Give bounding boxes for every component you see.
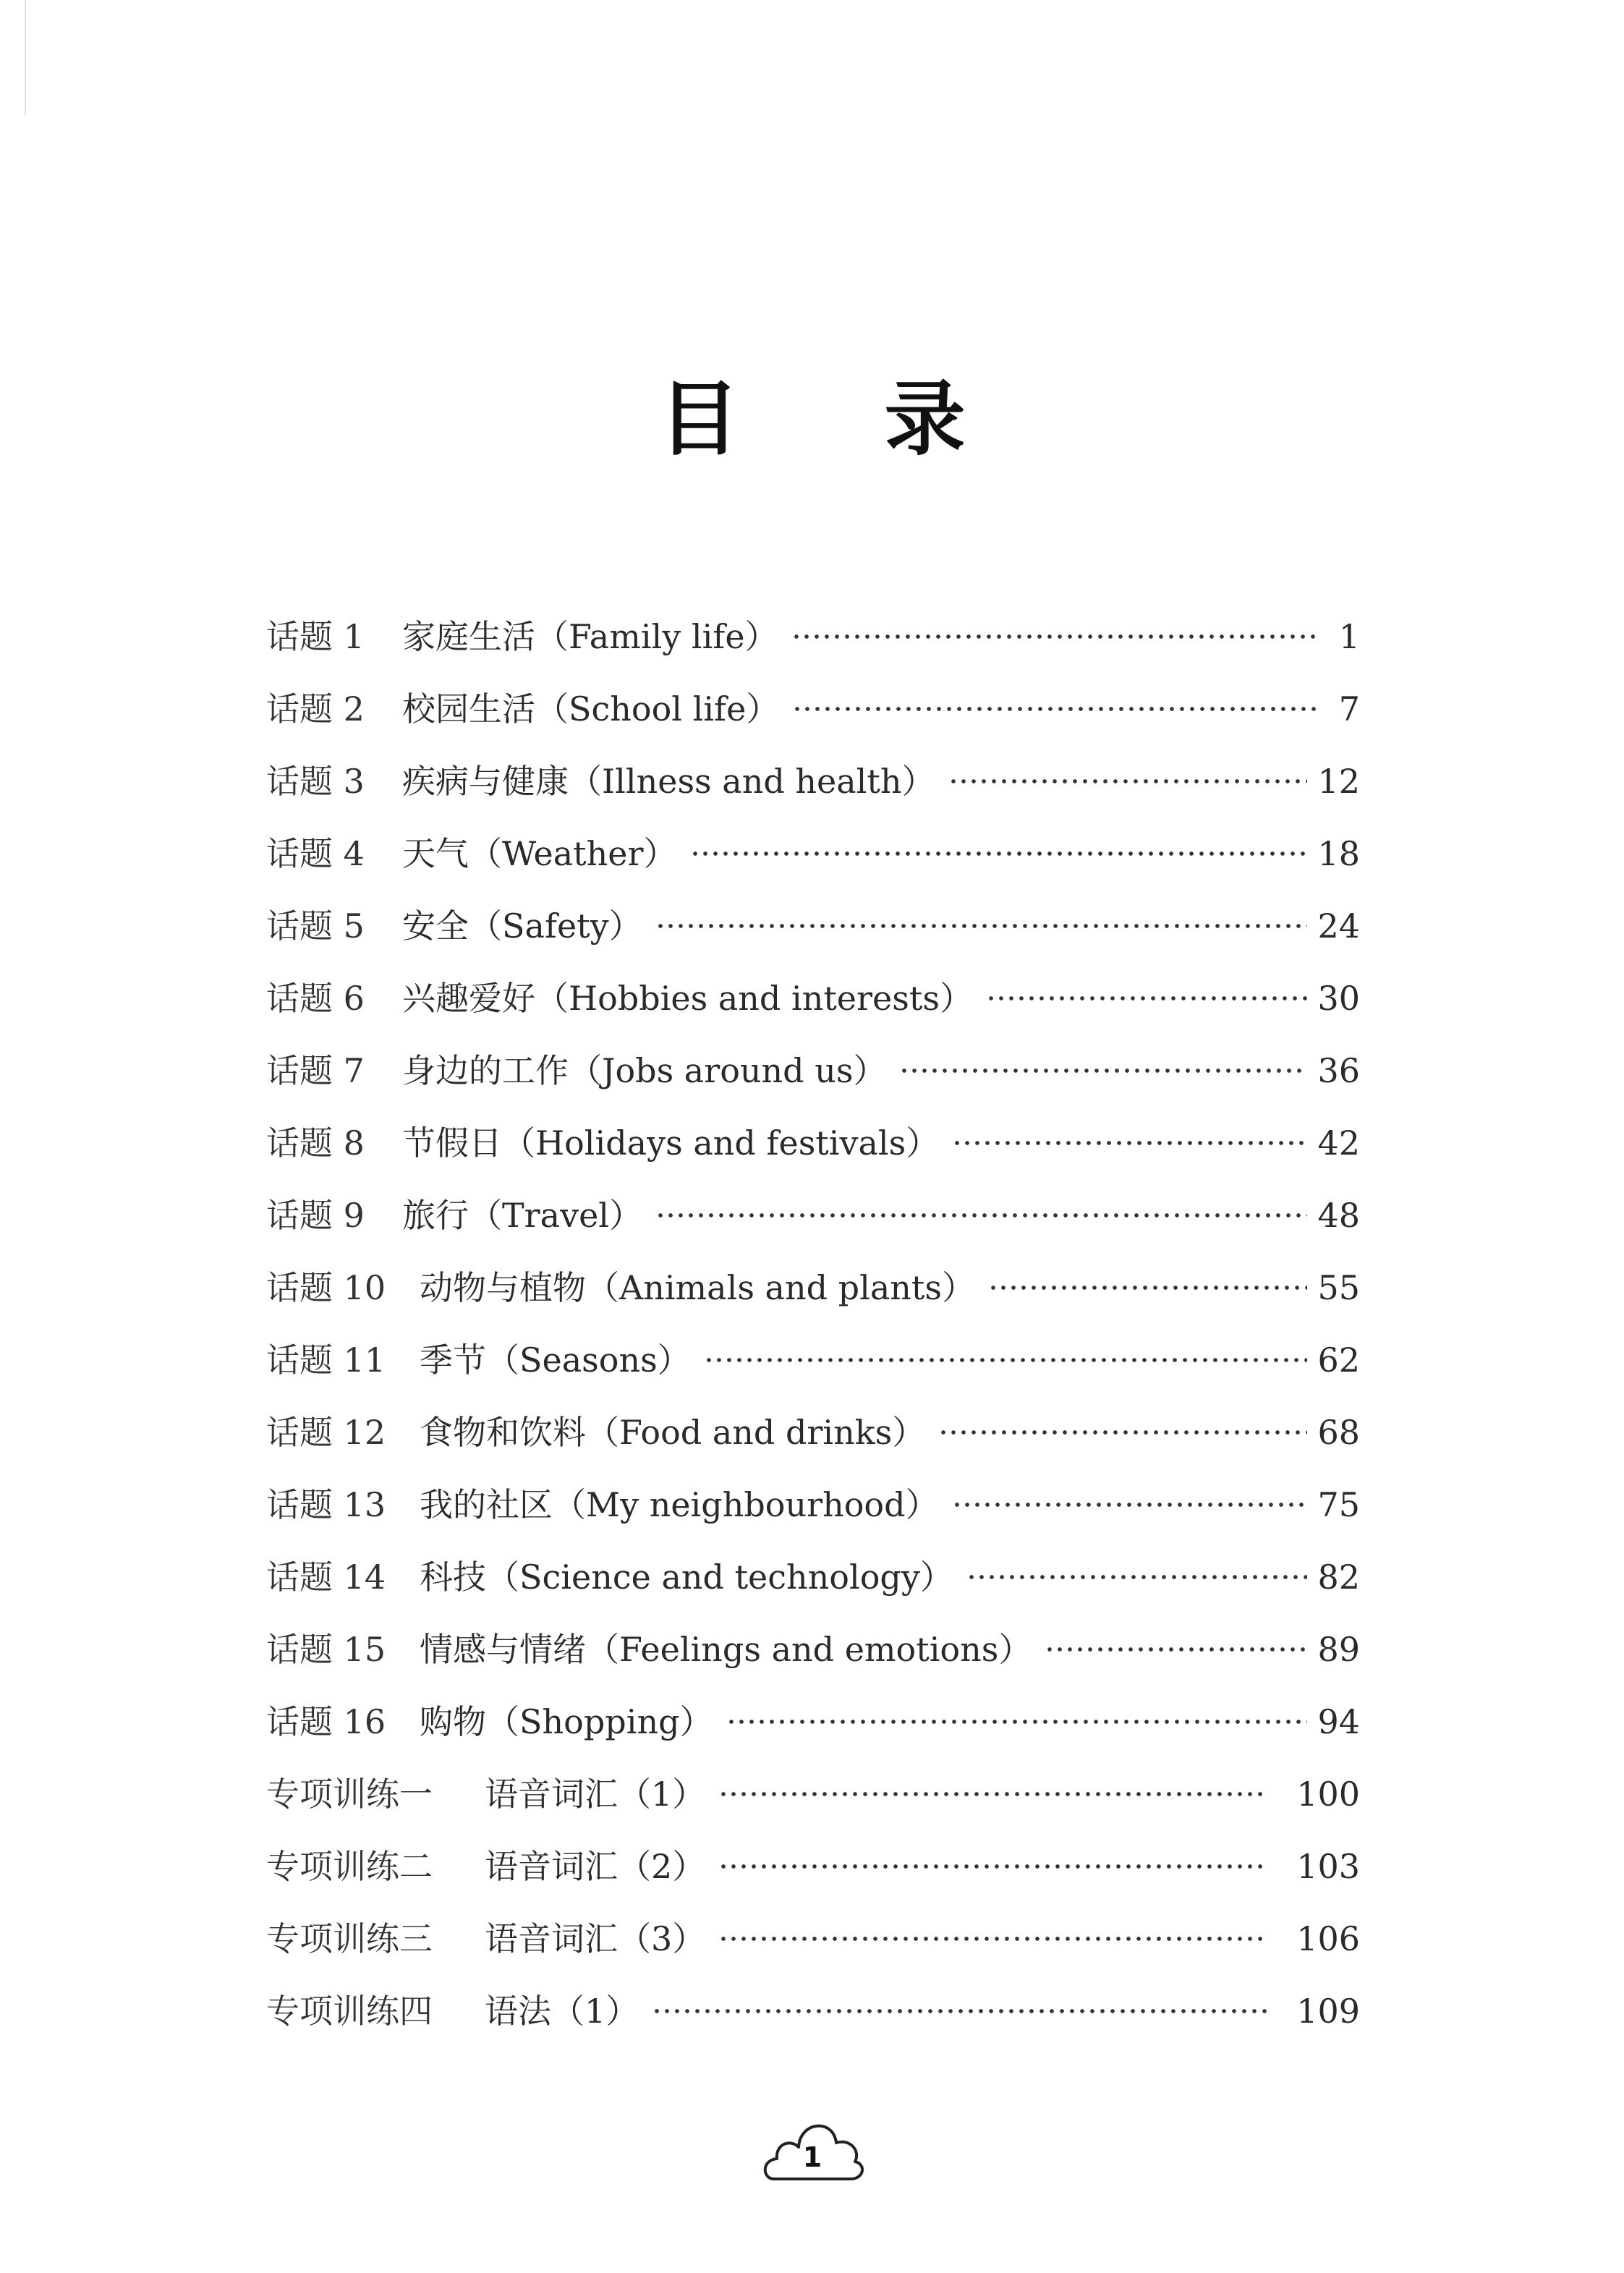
toc-entry[interactable] bbox=[266, 745, 1360, 817]
toc-entry-page: 106 bbox=[1296, 1919, 1360, 1958]
toc-entry[interactable] bbox=[266, 1830, 1360, 1903]
page-footer bbox=[758, 2107, 867, 2186]
toc-entry-page: 1 bbox=[1338, 617, 1360, 656]
toc-entry[interactable] bbox=[266, 1179, 1360, 1252]
toc-entry-title: 节假日（Holidays and festivals） bbox=[402, 1123, 940, 1163]
dot-leader bbox=[726, 1720, 1308, 1724]
toc-entry-title: 季节（Seasons） bbox=[420, 1341, 691, 1380]
toc-entry[interactable] bbox=[266, 673, 1360, 745]
page-number: 1 bbox=[802, 2141, 822, 2173]
dot-leader bbox=[952, 1141, 1307, 1145]
toc-entry-title: 语法（1） bbox=[485, 1992, 639, 2031]
toc-entry-number: 话题 16 bbox=[266, 1702, 386, 1741]
toc-entry[interactable] bbox=[266, 1469, 1360, 1541]
toc-entry-number: 话题 14 bbox=[266, 1558, 386, 1597]
toc-entry-title: 兴趣爱好（Hobbies and interests） bbox=[402, 979, 973, 1018]
toc-entry-number: 话题 12 bbox=[266, 1413, 386, 1452]
toc-entry[interactable] bbox=[266, 1613, 1360, 1686]
toc-entry-number: 话题 8 bbox=[266, 1123, 365, 1163]
dot-leader bbox=[899, 1068, 1307, 1073]
toc-entry-number: 话题 15 bbox=[266, 1630, 386, 1669]
toc-entry-page: 109 bbox=[1296, 1992, 1360, 2031]
dot-leader bbox=[966, 1575, 1308, 1579]
toc-entry-number: 话题 1 bbox=[266, 617, 365, 656]
toc-entry-page: 62 bbox=[1317, 1341, 1360, 1380]
dot-leader bbox=[718, 1937, 1267, 1941]
dot-leader bbox=[948, 779, 1308, 783]
toc-entry-page: 24 bbox=[1317, 906, 1360, 946]
toc-entry-number: 话题 13 bbox=[266, 1485, 386, 1524]
toc-entry-title: 语音词汇（2） bbox=[485, 1847, 706, 1886]
toc-entry[interactable] bbox=[266, 1686, 1360, 1758]
dot-leader bbox=[988, 1286, 1307, 1290]
toc-entry[interactable] bbox=[266, 1903, 1360, 1975]
toc-entry-number: 专项训练二 bbox=[266, 1847, 433, 1886]
toc-entry-title: 家庭生活（Family life） bbox=[402, 617, 778, 656]
toc-entry-title: 动物与植物（Animals and plants） bbox=[420, 1268, 975, 1307]
dot-leader bbox=[986, 996, 1308, 1000]
toc-entry-page: 89 bbox=[1317, 1630, 1360, 1669]
toc-entry-title: 语音词汇（3） bbox=[485, 1919, 706, 1958]
toc-entry[interactable] bbox=[266, 1541, 1360, 1613]
toc-entry[interactable] bbox=[266, 1758, 1360, 1830]
toc-entry[interactable] bbox=[266, 600, 1360, 673]
dot-leader bbox=[652, 2009, 1267, 2013]
toc-entry-number: 话题 5 bbox=[266, 906, 365, 946]
toc-entry-page: 30 bbox=[1317, 979, 1360, 1018]
toc-entry-number: 话题 2 bbox=[266, 689, 365, 728]
toc-entry-title: 疾病与健康（Illness and health） bbox=[402, 762, 935, 801]
dot-leader bbox=[718, 1864, 1267, 1869]
toc-entry-page: 18 bbox=[1317, 834, 1360, 873]
toc-entry-number: 话题 6 bbox=[266, 979, 365, 1018]
toc-entry-title: 语音词汇（1） bbox=[485, 1775, 706, 1814]
toc-entry-page: 82 bbox=[1317, 1558, 1360, 1597]
dot-leader bbox=[655, 1213, 1307, 1218]
title-char-2: 录 bbox=[884, 373, 966, 467]
toc-entry-number: 话题 10 bbox=[266, 1268, 386, 1307]
toc-entry-page: 36 bbox=[1317, 1051, 1360, 1090]
toc-entry-title: 天气（Weather） bbox=[402, 834, 677, 873]
toc-entry-title: 科技（Science and technology） bbox=[420, 1558, 953, 1597]
toc-entry-number: 专项训练四 bbox=[266, 1992, 433, 2031]
toc-entry[interactable] bbox=[266, 890, 1360, 962]
toc-entry-title: 旅行（Travel） bbox=[402, 1196, 643, 1235]
toc-entry[interactable] bbox=[266, 962, 1360, 1034]
title-char-1: 目 bbox=[658, 373, 740, 467]
dot-leader bbox=[1045, 1647, 1307, 1652]
dot-leader bbox=[792, 707, 1321, 711]
toc-entry[interactable] bbox=[266, 1324, 1360, 1396]
toc-entry-title: 情感与情绪（Feelings and emotions） bbox=[420, 1630, 1032, 1669]
toc-entry-number: 话题 4 bbox=[266, 834, 365, 873]
toc-entry-page: 48 bbox=[1317, 1196, 1360, 1235]
dot-leader bbox=[655, 924, 1308, 928]
toc-entry-number: 话题 7 bbox=[266, 1051, 365, 1090]
dot-leader bbox=[718, 1792, 1267, 1796]
dot-leader bbox=[690, 851, 1308, 856]
page-title bbox=[0, 354, 1624, 471]
toc-entry[interactable] bbox=[266, 817, 1360, 890]
toc-entry-page: 94 bbox=[1317, 1702, 1360, 1741]
toc-entry-number: 话题 11 bbox=[266, 1341, 386, 1380]
toc-entry-page: 68 bbox=[1317, 1413, 1360, 1452]
toc-entry[interactable] bbox=[266, 1975, 1360, 2047]
toc-entry-number: 专项训练三 bbox=[266, 1919, 433, 1958]
toc-entry[interactable] bbox=[266, 1034, 1360, 1107]
toc-entry-title: 安全（Safety） bbox=[402, 906, 642, 946]
toc-entry-page: 12 bbox=[1317, 762, 1360, 801]
toc-entry-title: 校园生活（School life） bbox=[402, 689, 780, 728]
toc-entry-title: 食物和饮料（Food and drinks） bbox=[420, 1413, 926, 1452]
toc-entry-title: 我的社区（My neighbourhood） bbox=[420, 1485, 939, 1524]
toc-entry-number: 话题 3 bbox=[266, 762, 365, 801]
dot-leader bbox=[704, 1358, 1308, 1362]
dot-leader bbox=[952, 1503, 1308, 1507]
table-of-contents bbox=[266, 600, 1360, 2047]
toc-entry-page: 7 bbox=[1338, 689, 1360, 728]
toc-entry-title: 身边的工作（Jobs around us） bbox=[402, 1051, 887, 1090]
dot-leader bbox=[938, 1430, 1307, 1435]
toc-entry-title: 购物（Shopping） bbox=[420, 1702, 713, 1741]
toc-entry-page: 103 bbox=[1296, 1847, 1360, 1886]
toc-entry-number: 话题 9 bbox=[266, 1196, 365, 1235]
toc-entry-page: 100 bbox=[1296, 1775, 1360, 1814]
scan-edge-mark bbox=[25, 0, 26, 116]
toc-entry[interactable] bbox=[266, 1107, 1360, 1179]
toc-entry[interactable] bbox=[266, 1252, 1360, 1324]
toc-entry-page: 42 bbox=[1317, 1123, 1360, 1163]
toc-entry-page: 75 bbox=[1317, 1485, 1360, 1524]
dot-leader bbox=[791, 634, 1321, 639]
toc-entry[interactable] bbox=[266, 1396, 1360, 1469]
toc-entry-number: 专项训练一 bbox=[266, 1775, 433, 1814]
toc-entry-page: 55 bbox=[1317, 1268, 1360, 1307]
